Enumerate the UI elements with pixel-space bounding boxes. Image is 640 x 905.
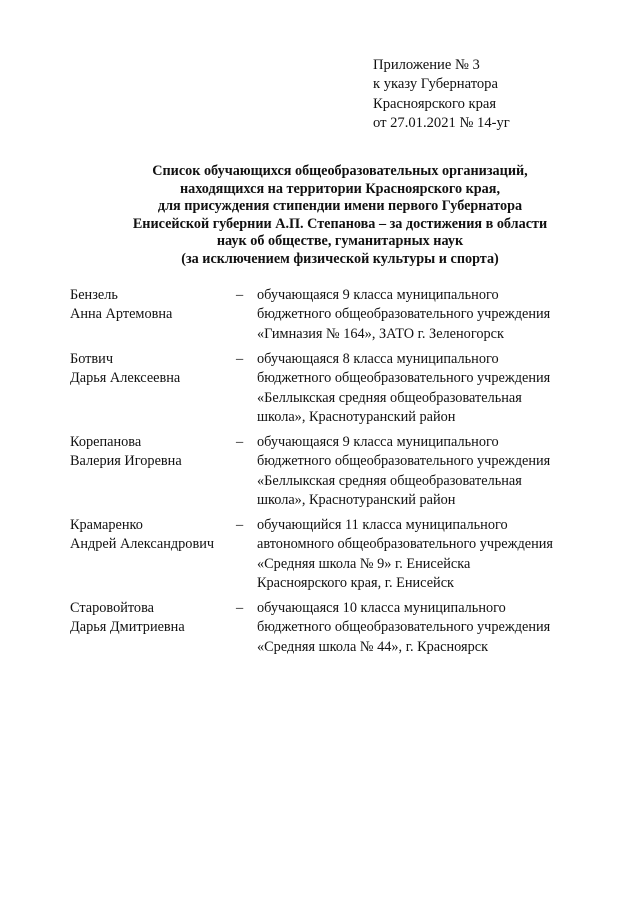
description-line: «Гимназия № 164», ЗАТО г. Зеленогорск [257,325,504,342]
student-surname: Крамаренко [70,517,143,533]
title-line: наук об обществе, гуманитарных наук [216,233,464,250]
description-line: «Средняя школа № 44», г. Красноярск [257,638,489,655]
title-line: Список обучающихся общеобразовательных организаций, [152,163,528,179]
student-surname: Корепанова [70,434,142,450]
description-line: обучающаяся 8 класса муниципального [257,351,499,367]
student-name [70,286,235,325]
appendix-region: Красноярского края [373,95,497,112]
student-given-name: Дарья Дмитриевна [70,619,185,636]
entry-dash: – [236,351,244,367]
entry-dash: – [236,287,244,303]
description-line: обучающаяся 9 класса муниципального [257,434,499,450]
appendix-date: от 27.01.2021 № 14-уг [373,114,510,131]
student-surname: Старовойтова [70,600,154,616]
description-line: автономного общеобразовательного учреждения [257,536,553,553]
appendix-decree-ref: к указу Губернатора [373,76,498,93]
description-line: Красноярского края, г. Енисейск [257,574,454,591]
description-line: бюджетного общеобразовательного учреждения [257,619,551,636]
student-name [70,599,235,638]
student-surname: Ботвич [70,351,114,367]
student-name [70,350,235,389]
description-line: «Беллыкская средняя общеобразовательная [257,472,522,489]
appendix-number: Приложение № 3 [373,57,480,73]
title-line: (за исключением физической культуры и спорта) [181,250,499,267]
student-given-name: Андрей Александрович [70,536,215,553]
entry-dash: – [236,517,244,533]
description-line: бюджетного общеобразовательного учреждения [257,453,551,470]
student-description [257,350,627,427]
description-line: школа», Краснотуранский район [257,408,456,425]
student-description [257,286,627,344]
description-line: обучающийся 11 класса муниципального [257,517,508,533]
description-line: бюджетного общеобразовательного учреждения [257,306,551,323]
entry-dash: – [236,600,244,616]
description-line: обучающаяся 10 класса муниципального [257,600,506,616]
student-given-name: Анна Артемовна [70,306,173,323]
student-surname: Бензель [70,287,118,303]
entry-dash: – [236,434,244,450]
student-description [257,516,627,593]
title-line: для присуждения стипендии имени первого Губернатора [157,198,523,215]
title-line: Енисейской губернии А.П. Степанова – за достижения в области [132,215,548,232]
student-given-name: Валерия Игоревна [70,453,182,470]
description-line: бюджетного общеобразовательного учреждения [257,370,551,387]
description-line: школа», Краснотуранский район [257,491,456,508]
title-line: находящихся на территории Красноярского края, [179,180,501,197]
document-title [80,163,600,269]
student-description [257,433,627,510]
student-name [70,516,235,555]
description-line: обучающаяся 9 класса муниципального [257,287,499,303]
student-name [70,433,235,472]
description-line: «Беллыкская средняя общеобразовательная [257,389,522,406]
appendix-block [373,56,623,133]
student-given-name: Дарья Алексеевна [70,370,181,387]
description-line: «Средняя школа № 9» г. Енисейска [257,555,471,572]
student-description [257,599,627,657]
